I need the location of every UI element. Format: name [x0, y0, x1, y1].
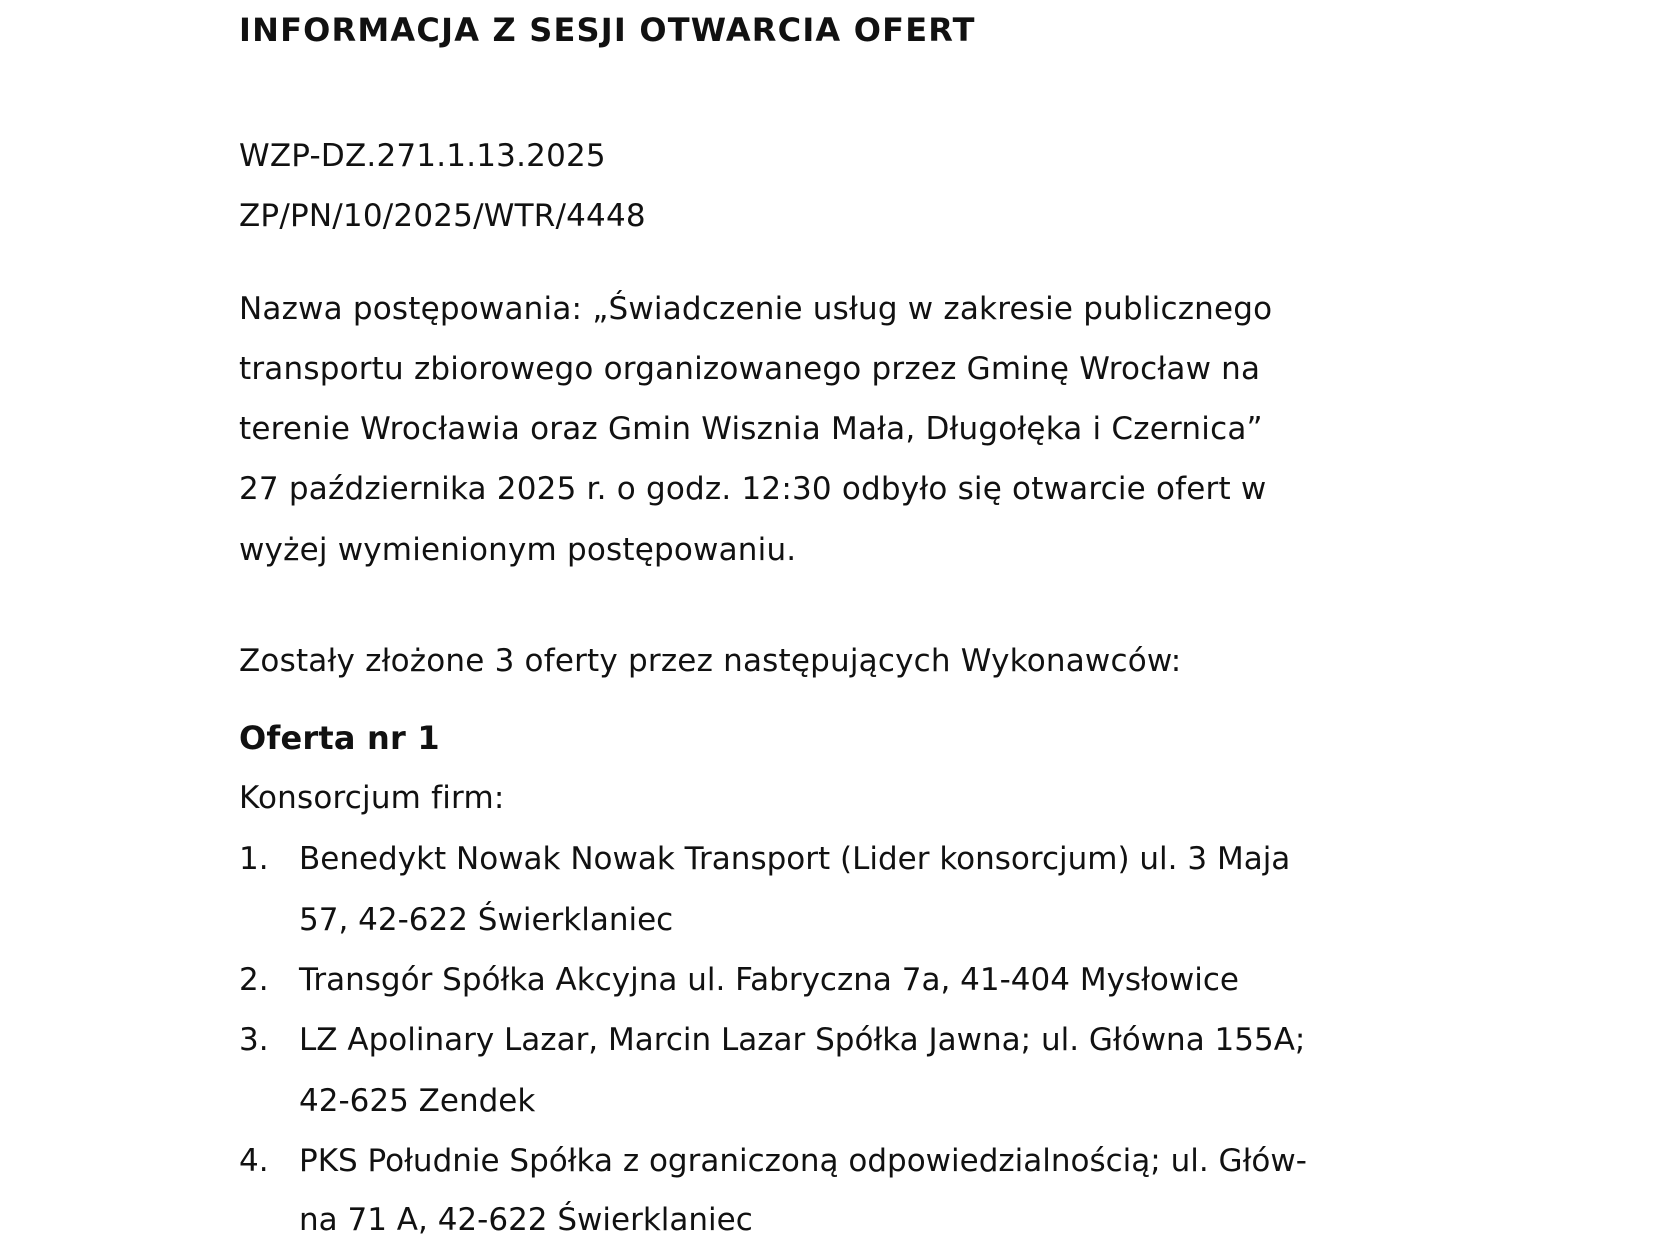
reference-number-1: WZP-DZ.271.1.13.2025 — [239, 138, 606, 174]
procedure-name-line: transportu zbiorowego organizowanego przez Gminę Wrocław na — [239, 351, 1261, 387]
session-date-line: wyżej wymienionym postępowaniu. — [239, 532, 797, 568]
list-item-number: 1. — [239, 841, 269, 877]
document-title: INFORMACJA Z SESJI OTWARCIA OFERT — [239, 11, 976, 49]
consortium-label: Konsorcjum firm: — [239, 780, 505, 816]
list-item: na 71 A, 42-622 Świerklaniec — [299, 1202, 753, 1238]
session-date-line: 27 października 2025 r. o godz. 12:30 odbyło się otwarcie ofert w — [239, 471, 1267, 507]
list-item: LZ Apolinary Lazar, Marcin Lazar Spółka Jawna; ul. Główna 155A; — [299, 1022, 1306, 1058]
list-item: 57, 42-622 Świerklaniec — [299, 902, 674, 938]
list-item-number: 3. — [239, 1022, 269, 1058]
list-item-number: 4. — [239, 1143, 269, 1179]
reference-number-2: ZP/PN/10/2025/WTR/4448 — [239, 198, 646, 234]
list-item: Transgór Spółka Akcyjna ul. Fabryczna 7a, 41-404 Mysłowice — [299, 962, 1239, 998]
list-item: 42-625 Zendek — [299, 1083, 536, 1119]
offer-heading: Oferta nr 1 — [239, 719, 440, 757]
procedure-name-line: Nazwa postępowania: „Świadczenie usług w zakresie publicznego — [239, 291, 1273, 327]
list-item: PKS Południe Spółka z ograniczoną odpowiedzialnością; ul. Głów- — [299, 1143, 1307, 1179]
list-item-number: 2. — [239, 962, 269, 998]
offers-submitted-text: Zostały złożone 3 oferty przez następujących Wykonawców: — [239, 643, 1182, 679]
procedure-name-line: terenie Wrocławia oraz Gmin Wisznia Mała, Długołęka i Czernica” — [239, 411, 1263, 447]
list-item: Benedykt Nowak Nowak Transport (Lider konsorcjum) ul. 3 Maja — [299, 841, 1291, 877]
